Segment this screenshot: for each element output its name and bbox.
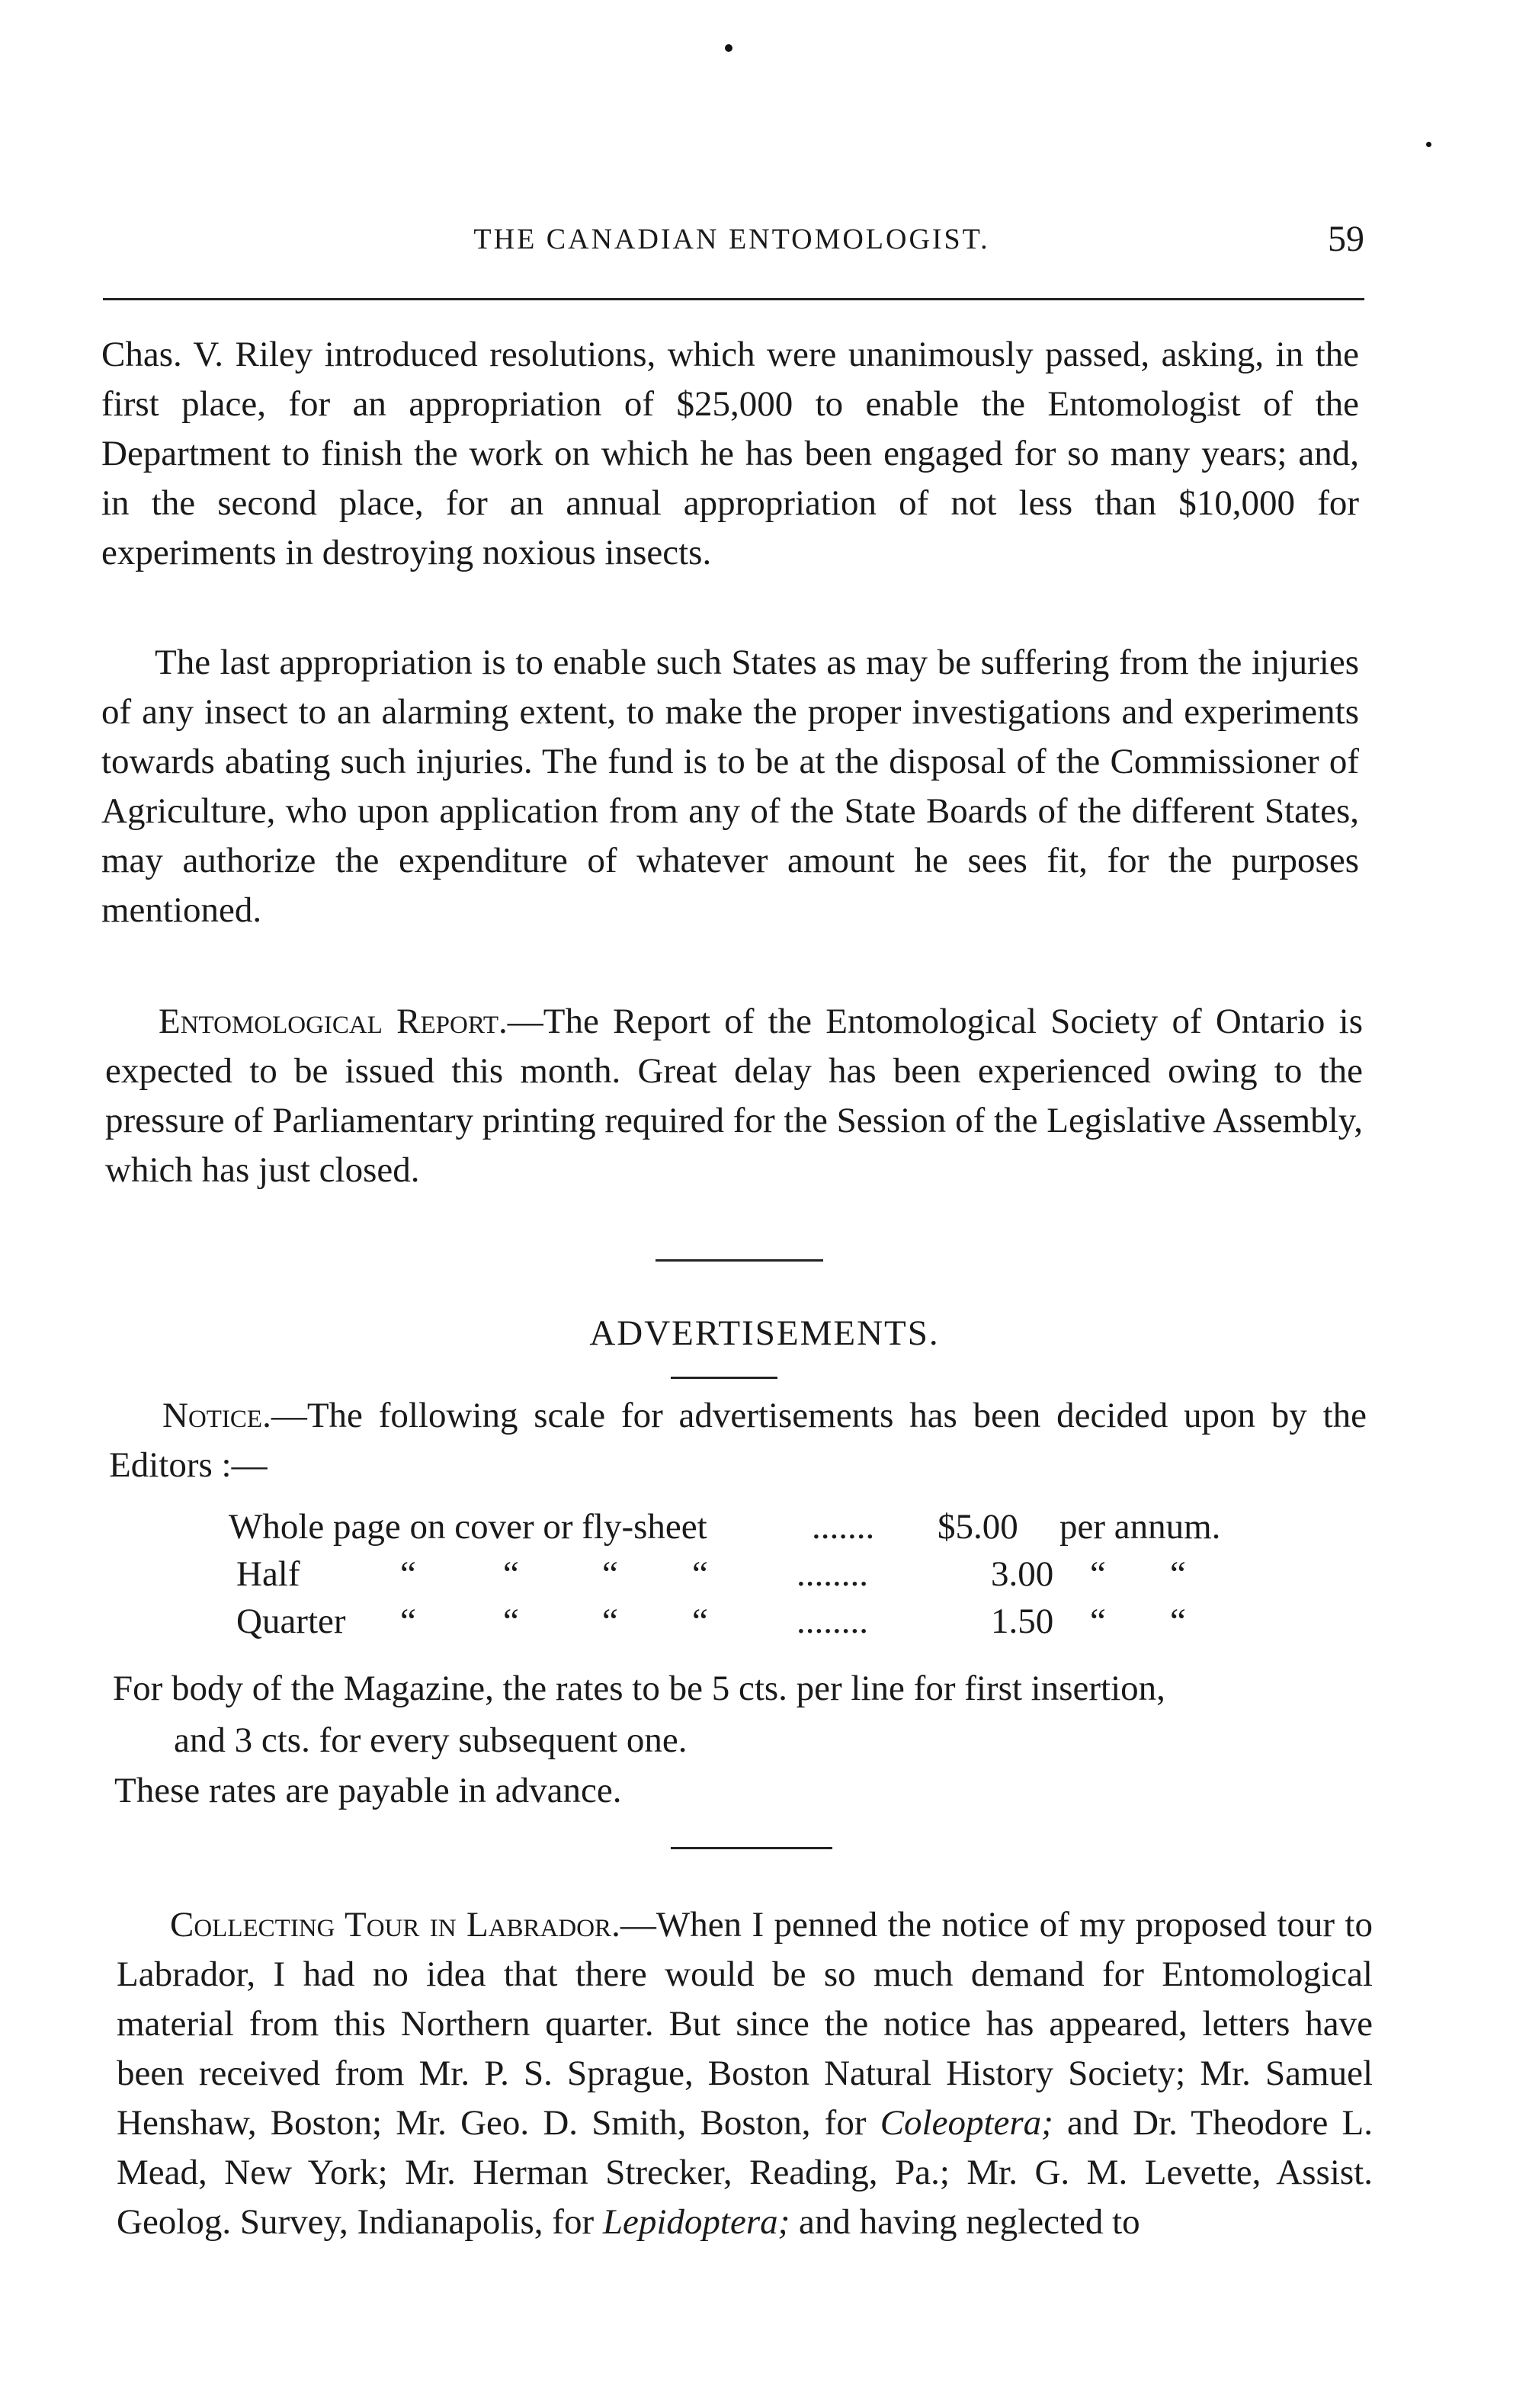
ditto-mark: “ bbox=[400, 1602, 416, 1641]
ads-heading: ADVERTISEMENTS. bbox=[589, 1313, 940, 1353]
notice-paragraph bbox=[109, 1391, 1367, 1490]
ditto-mark: “ bbox=[1090, 1554, 1106, 1594]
paragraph-riley-resolutions bbox=[101, 330, 1359, 578]
paragraph-text: —The Report of the Entomological Society of Ontario is expected to be issued this month. Great delay has been experienced owing to the pressure of Parliamentary printing required for the Session of the Legislative Assembly, which has just closed. bbox=[105, 1002, 1363, 1190]
paragraph-entomological-report bbox=[105, 997, 1363, 1195]
ditto-mark: “ bbox=[602, 1554, 618, 1594]
rate-item: Whole page on cover or fly-sheet bbox=[229, 1507, 707, 1547]
speck-mark bbox=[1426, 142, 1431, 147]
paragraph-text: and having neglected to bbox=[790, 2202, 1140, 2242]
rate-price: 3.00 bbox=[991, 1554, 1054, 1594]
rate-item: Quarter bbox=[236, 1602, 346, 1641]
section-divider bbox=[671, 1847, 832, 1849]
ad-rate-row bbox=[229, 1550, 1372, 1598]
ditto-mark: “ bbox=[692, 1602, 708, 1641]
rate-dots: ....... bbox=[812, 1507, 875, 1547]
paragraph-text: Chas. V. Riley introduced resolutions, which were unanimously passed, asking, in the first place, for an appropriation of $25,000 to enable the Entomologist of the Department to finish the work on which he has been engaged for so many years; and, in the second place, for an annual appropriation of not less than $10,000 for experiments in destroying noxious insects. bbox=[101, 335, 1359, 572]
paragraph-text: and Dr. Theodore L. Mead, New York; Mr. Herman Strecker, Reading, Pa.; Mr. G. M. Levette, Assist. Geolog. Survey, Indianapolis, for bbox=[117, 2103, 1373, 2242]
ditto-mark: “ bbox=[503, 1602, 519, 1641]
ditto-mark: “ bbox=[503, 1554, 519, 1594]
taxon-name: Lepidoptera; bbox=[602, 2202, 790, 2242]
section-heading: Collecting Tour in Labrador. bbox=[170, 1905, 620, 1945]
rate-price: $5.00 bbox=[938, 1507, 1018, 1547]
speck-mark bbox=[725, 44, 732, 52]
running-title: THE CANADIAN ENTOMOLOGIST. bbox=[473, 223, 990, 255]
paragraph-appropriation bbox=[101, 638, 1359, 935]
ad-rate-row bbox=[229, 1503, 1372, 1550]
section-heading: Entomological Report. bbox=[159, 1002, 508, 1041]
ditto-mark: “ bbox=[1170, 1602, 1186, 1641]
rate-dots: ........ bbox=[797, 1602, 868, 1641]
advance-note: These rates are payable in advance. bbox=[114, 1771, 622, 1810]
page-number: 59 bbox=[1328, 219, 1364, 259]
header-rule bbox=[103, 298, 1364, 300]
ditto-mark: “ bbox=[1170, 1554, 1186, 1594]
body-rate-line-continued: and 3 cts. for every subsequent one. bbox=[174, 1720, 688, 1760]
ad-rate-row bbox=[229, 1598, 1372, 1645]
ditto-mark: “ bbox=[602, 1602, 618, 1641]
paragraph-labrador-tour bbox=[117, 1900, 1373, 2247]
ads-heading-underline bbox=[671, 1377, 777, 1379]
rate-price: 1.50 bbox=[991, 1602, 1054, 1641]
body-rate-line: For body of the Magazine, the rates to be 5 cts. per line for first insertion, bbox=[113, 1669, 1165, 1708]
ditto-mark: “ bbox=[400, 1554, 416, 1594]
notice-heading: Notice. bbox=[162, 1396, 271, 1435]
paragraph-text: The last appropriation is to enable such States as may be suffering from the injuries of any insect to an alarming extent, to make the proper investigations and experiments towards abating such injuries. The fund is to be at the disposal of the Commissioner of Agriculture, who upon application from any of the State Boards of the different States, may authorize the expenditure of whatever amount he sees fit, for the purposes mentioned. bbox=[101, 643, 1359, 930]
running-header bbox=[99, 219, 1364, 268]
paragraph-text: —When I penned the notice of my proposed tour to Labrador, I had no idea that there would be so much demand for Entomological material from this Northern quarter. But since the notice has appeared, letters have been received from Mr. P. S. Sprague, Boston Natural History Society; Mr. Samuel Henshaw, Boston; Mr. Geo. D. Smith, Boston, for bbox=[117, 1905, 1373, 2143]
rate-unit: per annum. bbox=[1059, 1507, 1221, 1547]
ad-rate-table bbox=[229, 1503, 1372, 1645]
ditto-mark: “ bbox=[1090, 1602, 1106, 1641]
rate-dots: ........ bbox=[797, 1554, 868, 1594]
taxon-name: Coleoptera; bbox=[880, 2103, 1053, 2143]
notice-text: —The following scale for advertisements has been decided upon by the Editors :— bbox=[109, 1396, 1367, 1485]
section-divider bbox=[656, 1259, 823, 1262]
ditto-mark: “ bbox=[692, 1554, 708, 1594]
rate-item: Half bbox=[236, 1554, 300, 1594]
